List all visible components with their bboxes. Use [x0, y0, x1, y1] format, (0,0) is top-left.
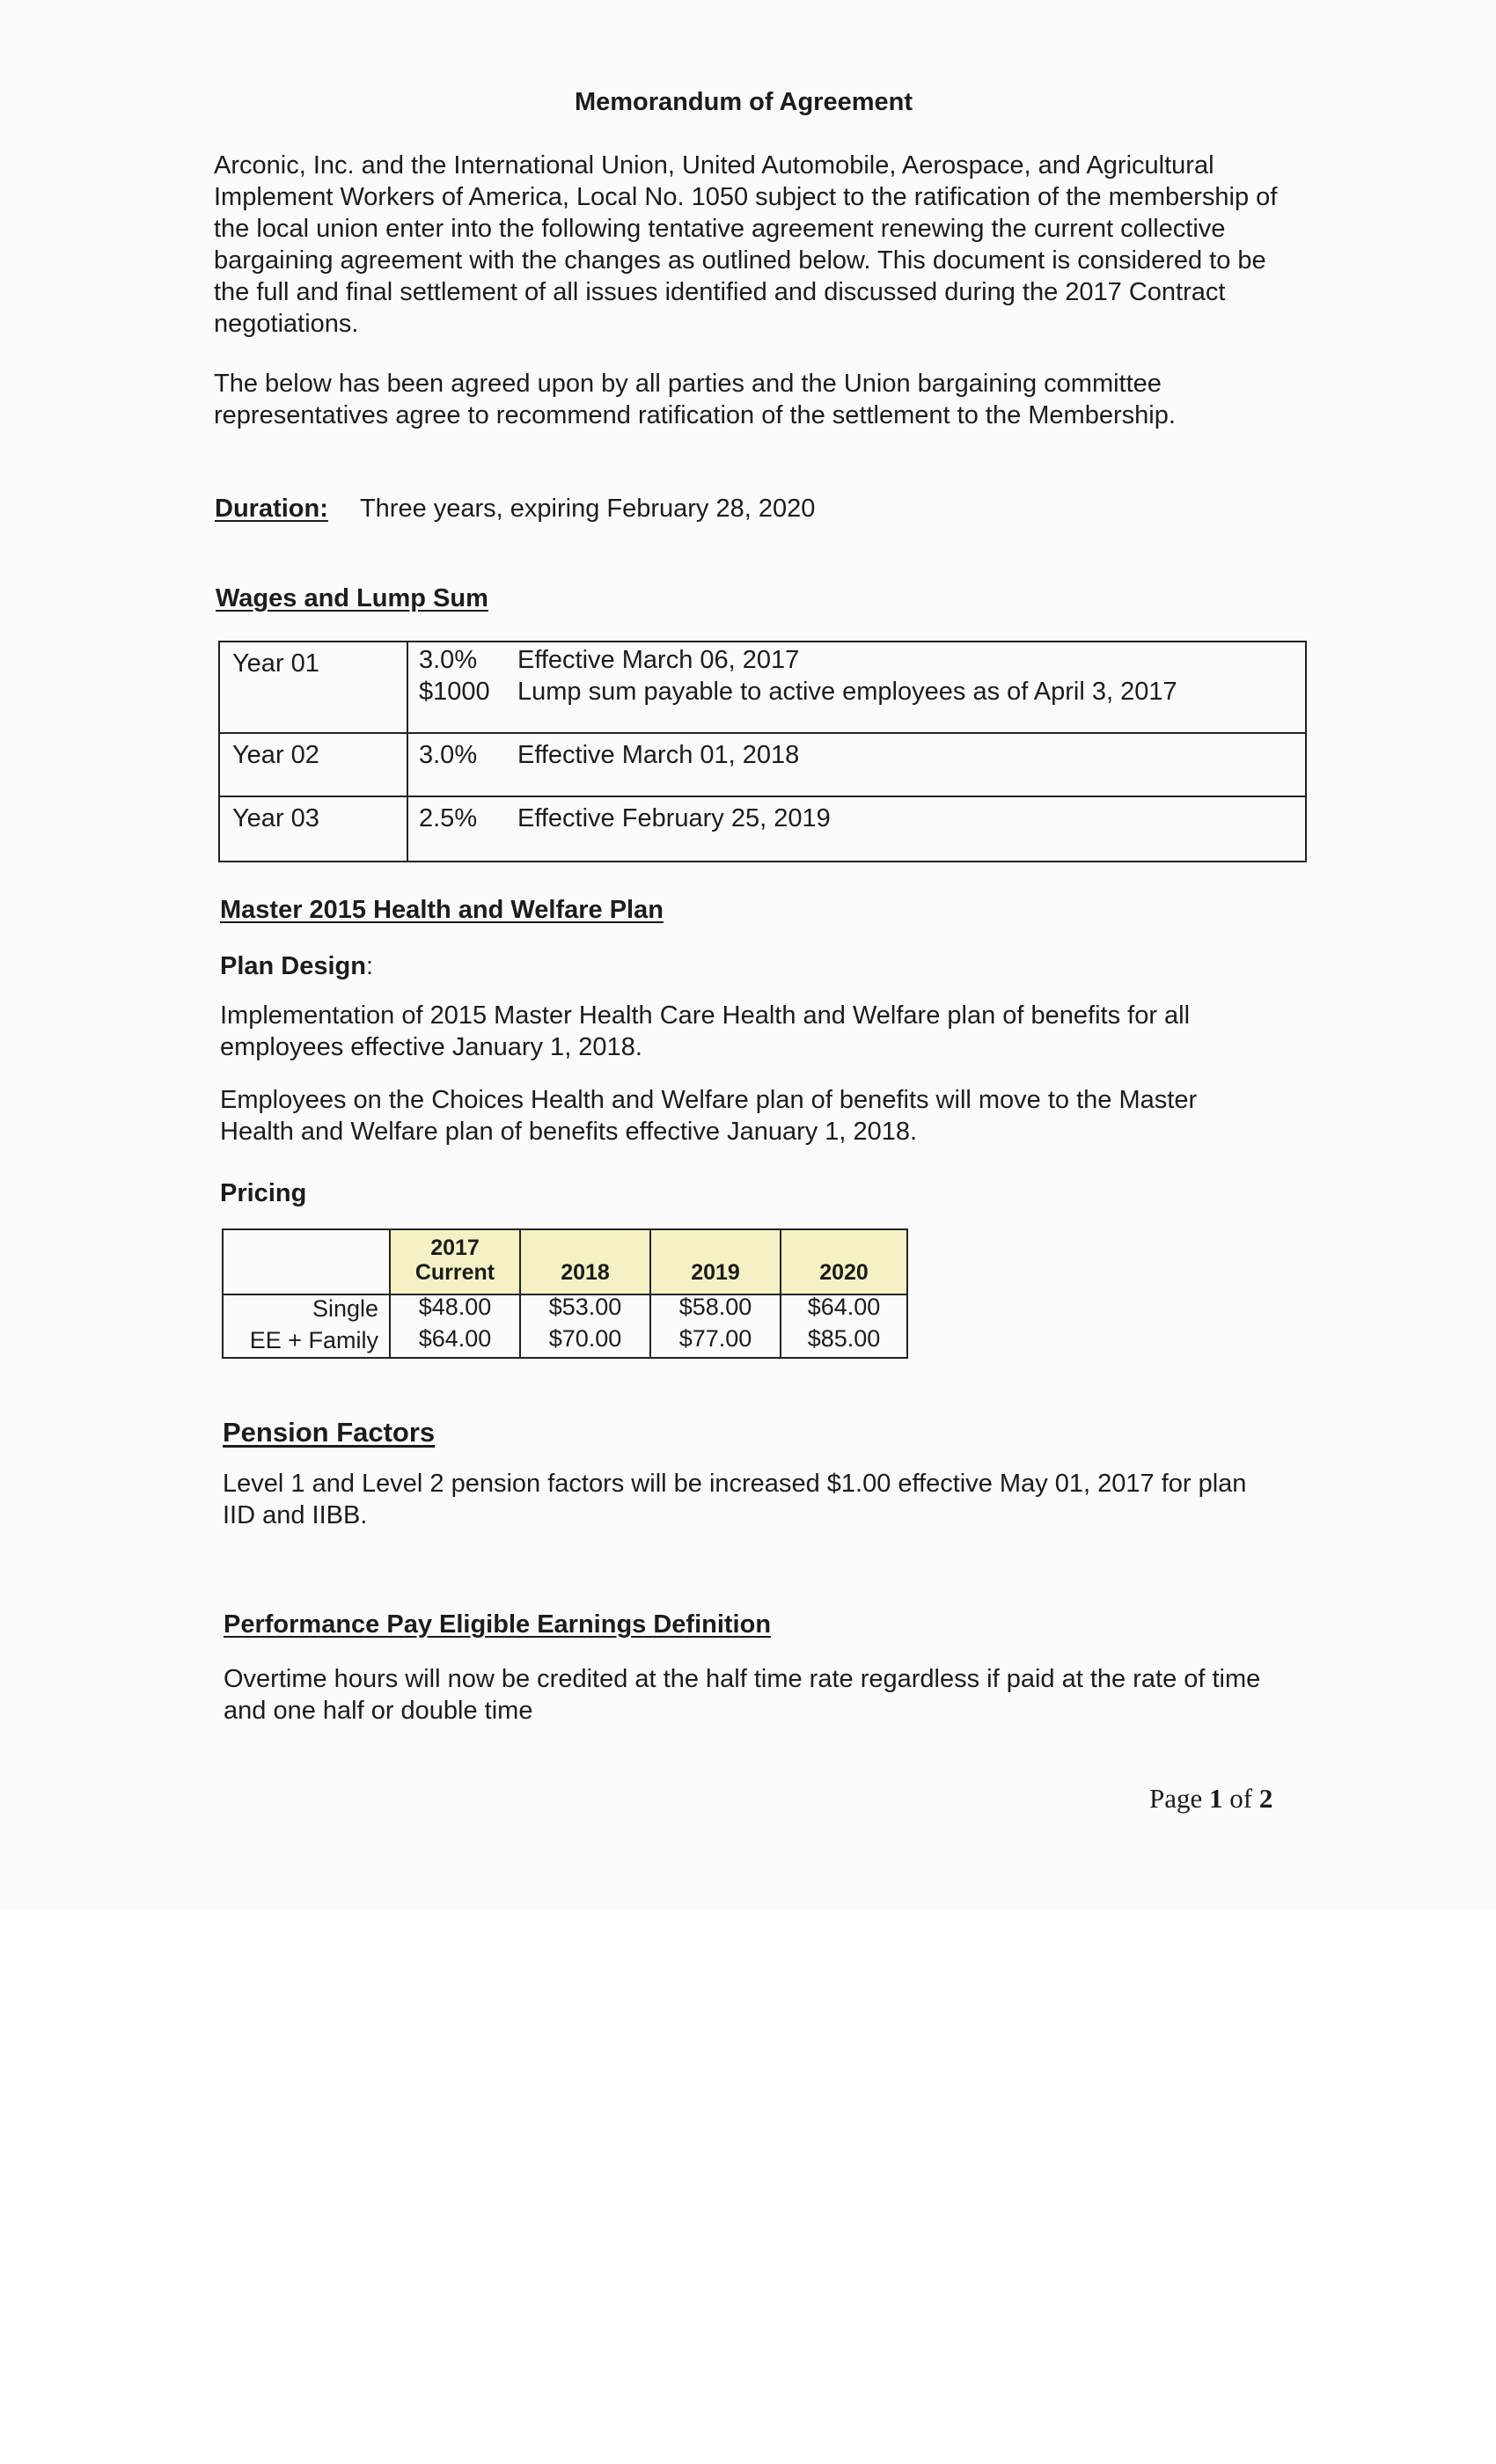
wages-year: Year 03 [232, 804, 319, 832]
wages-row [220, 797, 1305, 861]
pricing-value: $70.00 [548, 1325, 622, 1352]
page-number-current: 1 [1209, 1783, 1223, 1814]
plan-design-paragraph-2: Employees on the Choices Health and Welfare plan of benefits will move to the Master Health and Welfare plan of benefits effective January 1, 2018. [220, 1086, 1198, 1146]
wages-description: Effective February 25, 2019 [517, 804, 831, 832]
pricing-value: $77.00 [678, 1325, 752, 1352]
health-heading: Master 2015 Health and Welfare Plan [220, 896, 664, 924]
page-number-middle: of [1222, 1783, 1259, 1814]
pricing-label: Pricing [220, 1179, 307, 1207]
pricing-value: $64.00 [418, 1325, 492, 1352]
wages-line [419, 646, 799, 675]
pricing-header-cell [519, 1230, 649, 1294]
page-number-total: 2 [1258, 1783, 1273, 1814]
wages-line [419, 678, 1177, 707]
duration-value: Three years, expiring February 28, 2020 [359, 495, 816, 523]
plan-design-paragraph-1: Implementation of 2015 Master Health Care Health and Welfare plan of benefits for all employees effective January 1, 2018. [220, 1001, 1191, 1061]
pricing-header-year: 2018 [561, 1260, 610, 1285]
pricing-row-label: EE + Family [249, 1327, 378, 1353]
agreement-paragraph: The below has been agreed upon by all parties and the Union bargaining committee representatives agree to recommend ratification of the settlement to the Membership. [214, 370, 1176, 429]
pricing-value: $64.00 [807, 1294, 881, 1320]
pricing-value: $48.00 [418, 1294, 492, 1320]
wages-amount: 2.5% [419, 804, 478, 832]
pricing-header-cell [389, 1230, 519, 1294]
intro-paragraph: Arconic, Inc. and the International Union, United Automobile, Aerospace, and Agricultural Implement Workers of America, Local No. 1050 subject to the ratification of the membership of the local union enter into the following tentative agreement renewing the current collective bargaining agreement with the changes as outlined below. This document is considered to be the full and final settlement of all issues identified and discussed during the 2017 Contract negotiations. [214, 151, 1278, 338]
pricing-value: $58.00 [678, 1294, 752, 1320]
pricing-header-cell [780, 1230, 906, 1294]
wages-description: Lump sum payable to active employees as of April 3, 2017 [517, 678, 1177, 706]
performance-paragraph: Overtime hours will now be credited at the half time rate regardless if paid at the rate of time and one half or double time [224, 1665, 1261, 1725]
pricing-header-year: 2020 [819, 1260, 869, 1285]
wages-amount: 3.0% [419, 741, 478, 769]
pricing-value: $85.00 [807, 1325, 881, 1352]
plan-design-text: Plan Design [220, 952, 366, 980]
pricing-row-label: Single [312, 1295, 378, 1322]
pricing-header-year: 2019 [691, 1260, 740, 1285]
pricing-table [222, 1228, 908, 1359]
pricing-header-sub: Current [414, 1260, 495, 1285]
duration-line [215, 495, 815, 524]
wages-heading: Wages and Lump Sum [216, 584, 488, 612]
wages-description: Effective March 01, 2018 [517, 741, 800, 769]
plan-design-colon: : [366, 952, 374, 980]
page-number-prefix: Page [1149, 1783, 1210, 1814]
pension-paragraph: Level 1 and Level 2 pension factors will be increased $1.00 effective May 01, 2017 for plan IID and IIBB. [223, 1470, 1247, 1529]
wages-line [419, 804, 831, 833]
wages-amount: $1000 [419, 678, 490, 706]
page-number [1149, 1783, 1272, 1815]
wages-row [220, 642, 1305, 734]
wages-table [218, 641, 1307, 862]
wages-year: Year 02 [232, 741, 319, 769]
wages-row [220, 734, 1305, 797]
wages-year: Year 01 [232, 649, 319, 678]
wages-description: Effective March 06, 2017 [517, 646, 800, 674]
performance-heading: Performance Pay Eligible Earnings Definition [224, 1610, 772, 1639]
pension-heading: Pension Factors [223, 1417, 436, 1448]
pricing-header-year: 2017 [430, 1236, 480, 1260]
page-title: Memorandum of Agreement [574, 88, 913, 116]
plan-design-label [220, 952, 373, 981]
duration-label: Duration: [215, 495, 328, 523]
pricing-header-cell [649, 1230, 780, 1294]
wages-amount: 3.0% [419, 646, 478, 674]
wages-line [419, 741, 799, 770]
pricing-value: $53.00 [548, 1294, 622, 1320]
